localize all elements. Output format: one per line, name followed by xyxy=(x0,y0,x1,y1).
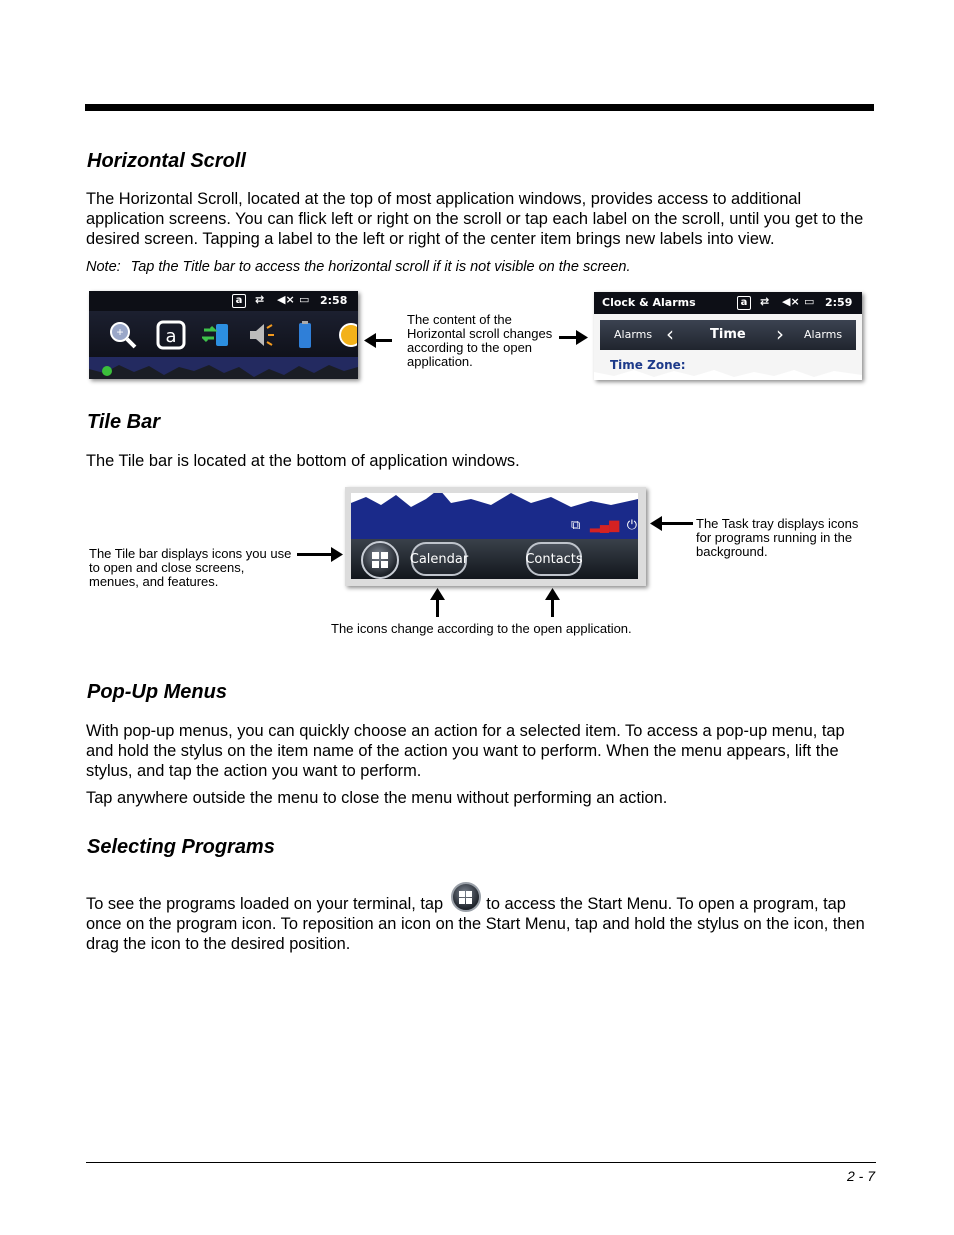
note-label: Note: xyxy=(86,259,121,275)
paragraph-popup-menus-2: Tap anywhere outside the menu to close the menu without performing an action. xyxy=(86,789,668,807)
page-number: 2 - 7 xyxy=(846,1168,875,1184)
clock-icon xyxy=(333,319,358,351)
connectivity-icon: ⇄ xyxy=(760,295,770,308)
arrow-up-contacts-line xyxy=(551,599,554,617)
paragraph-tile-bar: The Tile bar is located at the bottom of application windows. xyxy=(86,452,520,470)
time-zone-label: Time Zone: xyxy=(610,358,686,372)
top-rule xyxy=(85,104,874,111)
scroll-right-label[interactable]: Alarms xyxy=(804,328,843,341)
chevron-right-icon[interactable]: › xyxy=(776,322,784,346)
heading-tile-bar: Tile Bar xyxy=(87,411,160,433)
keyboard-a-icon: a xyxy=(232,294,246,308)
arrow-task-tray-line xyxy=(661,522,693,525)
windows-logo-icon xyxy=(371,551,389,569)
arrow-task-tray-head xyxy=(650,516,662,531)
connection-icon: ⧉ xyxy=(571,517,581,532)
connectivity-icon: ⇄ xyxy=(255,293,265,306)
battery-icon: ▭ xyxy=(299,293,310,306)
chevron-left-icon[interactable]: ‹ xyxy=(666,322,674,346)
horizontal-scroll-bar[interactable] xyxy=(600,320,856,350)
tile-bar xyxy=(351,539,638,579)
tile-bar-screen xyxy=(351,493,638,579)
start-button[interactable] xyxy=(361,541,399,579)
selecting-programs-text-2: to access the Start Menu. To open a program, tap once on the program icon. To reposition an icon on the Start Menu, tap and hold the stylus on the icon, then drag the icon to the desired position. xyxy=(86,895,865,953)
status-bar xyxy=(89,291,358,311)
zoom-icon xyxy=(107,319,139,351)
arrow-tile-bar-head xyxy=(331,547,343,562)
callout-task-tray: The Task tray displays icons for programs running in the background. xyxy=(696,516,859,559)
calendar-tile-button[interactable]: Calendar xyxy=(411,542,467,576)
arrow-left-head xyxy=(364,333,376,348)
battery-icon: ▭ xyxy=(804,295,815,308)
keyboard-a-icon: a xyxy=(737,296,751,310)
right-horizontal-scroll-screenshot xyxy=(594,292,862,380)
heading-popup-menus: Pop-Up Menus xyxy=(87,681,227,703)
power-icon[interactable]: ⏻ xyxy=(626,517,638,532)
status-time: 2:58 xyxy=(320,294,348,307)
start-icon-wrapper xyxy=(451,894,479,914)
speaker-mute-icon: ◀× xyxy=(782,295,800,308)
paragraph-horizontal-scroll: The Horizontal Scroll, located at the top of most application windows, provides access to additional application screens. You can flick left or right on the scroll or tap each label on the scroll, until you get to the desired screen. Tapping a label to the left or right of the center item brings new labels into view. xyxy=(86,190,864,248)
arrow-up-contacts-head xyxy=(545,588,560,600)
callout-icons-change: The icons change according to the open application. xyxy=(331,621,632,636)
scroll-left-label[interactable]: Alarms xyxy=(614,328,653,341)
scroll-center-label[interactable]: Time xyxy=(710,327,746,342)
paragraph-popup-menus-1: With pop-up menus, you can quickly choose an action for a selected item. To access a pop-up menu, tap and hold the stylus on the item name of the action you want to perform. When the menu appears, lift the stylus, and tap the action you want to perform. xyxy=(86,722,845,780)
status-bar-clock xyxy=(594,292,862,314)
signal-bars-icon: ▂▄▆ xyxy=(589,517,620,532)
footer-rule xyxy=(86,1162,876,1163)
horizontal-scroll-strip xyxy=(89,311,358,361)
note-text: Tap the Title bar to access the horizontal scroll if it is not visible on the screen. xyxy=(130,259,631,275)
callout-horizontal-scroll: The content of the Horizontal scroll changes according to the open application. xyxy=(407,312,553,369)
speaker-mute-icon: ◀× xyxy=(277,293,295,306)
torn-edge xyxy=(594,368,862,380)
task-tray xyxy=(571,517,637,533)
tile-bar-screenshot xyxy=(345,487,646,586)
start-menu-icon xyxy=(451,882,481,912)
paragraph-selecting-programs xyxy=(86,894,871,954)
heading-selecting-programs: Selecting Programs xyxy=(87,836,275,858)
torn-edge xyxy=(89,357,358,379)
svg-text:+: + xyxy=(116,325,124,339)
sync-icon xyxy=(201,319,233,351)
svg-text:a: a xyxy=(165,326,177,347)
arrow-up-calendar-head xyxy=(430,588,445,600)
note xyxy=(86,258,631,276)
status-time: 2:59 xyxy=(825,296,853,309)
heading-horizontal-scroll: Horizontal Scroll xyxy=(87,150,246,172)
arrow-tile-bar-line xyxy=(297,553,331,556)
volume-icon xyxy=(245,319,277,351)
app-title: Clock & Alarms xyxy=(602,296,696,309)
arrow-right-head xyxy=(576,330,588,345)
left-horizontal-scroll-screenshot xyxy=(89,291,358,379)
contacts-tile-button[interactable]: Contacts xyxy=(526,542,582,576)
selecting-programs-text-1: To see the programs loaded on your terminal, tap xyxy=(86,895,444,913)
keyboard-a-large-icon xyxy=(155,319,187,351)
callout-tile-bar: The Tile bar displays icons you use to open and close screens, menues, and features. xyxy=(89,546,292,589)
arrow-up-calendar-line xyxy=(436,599,439,617)
battery-large-icon xyxy=(289,319,321,351)
